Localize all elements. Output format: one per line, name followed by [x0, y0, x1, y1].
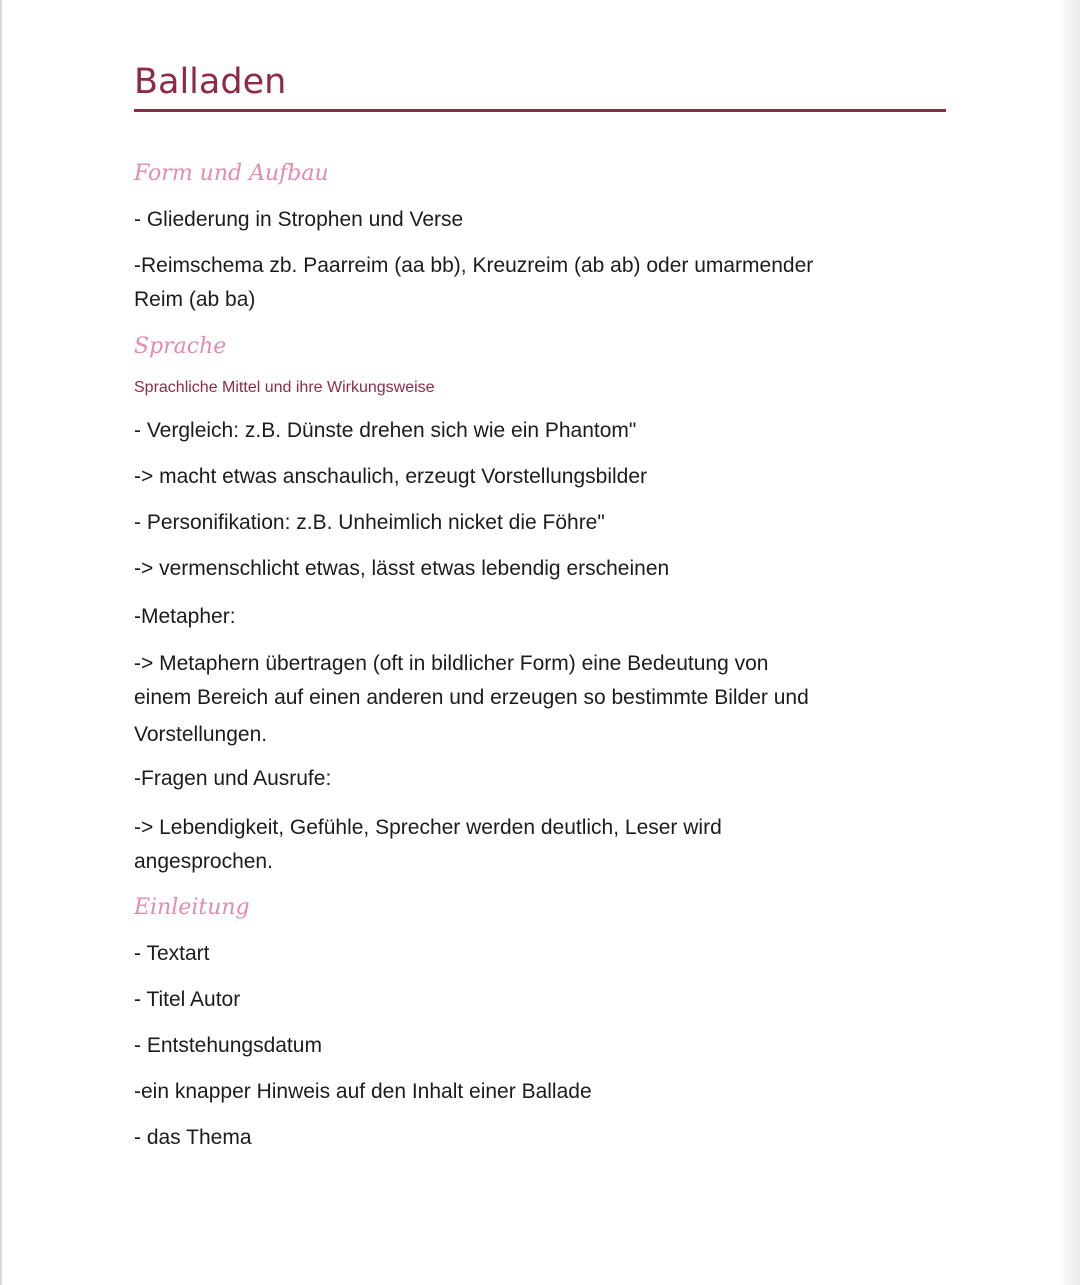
- title-underline: [134, 109, 946, 112]
- subheading-sprachliche-mittel: Sprachliche Mittel und ihre Wirkungsweise: [134, 379, 435, 396]
- list-item: -> Lebendigkeit, Gefühle, Sprecher werden deutlich, Leser wird: [134, 816, 722, 839]
- list-item: -Reimschema zb. Paarreim (aa bb), Kreuzreim (ab ab) oder umarmender: [134, 254, 814, 277]
- list-item: -> macht etwas anschaulich, erzeugt Vorstellungsbilder: [134, 465, 648, 488]
- list-item: - das Thema: [134, 1126, 252, 1149]
- list-item: - Entstehungsdatum: [134, 1034, 322, 1057]
- list-item: angesprochen.: [134, 850, 273, 873]
- section-heading-sprache: Sprache: [134, 334, 227, 359]
- list-item: - Personifikation: z.B. Unheimlich nicket die Föhre": [134, 511, 605, 534]
- list-item: -> vermenschlicht etwas, lässt etwas lebendig erscheinen: [134, 557, 670, 580]
- list-item: Vorstellungen.: [134, 723, 268, 746]
- section-heading-einleitung: Einleitung: [134, 895, 250, 920]
- page-edge-left: [0, 0, 2, 1285]
- document-page: [134, 58, 946, 1149]
- list-item: - Textart: [134, 942, 210, 965]
- list-item: - Vergleich: z.B. Dünste drehen sich wie ein Phantom": [134, 419, 637, 442]
- page-title: Balladen: [134, 62, 287, 102]
- list-item: -Metapher:: [134, 605, 236, 628]
- page-edge-right: [1058, 0, 1080, 1285]
- list-item: -Fragen und Ausrufe:: [134, 767, 332, 790]
- list-item: einem Bereich auf einen anderen und erzeugen so bestimmte Bilder und: [134, 686, 809, 709]
- list-item: - Titel Autor: [134, 988, 241, 1011]
- list-item: -> Metaphern übertragen (oft in bildlicher Form) eine Bedeutung von: [134, 652, 769, 675]
- list-item: - Gliederung in Strophen und Verse: [134, 208, 464, 231]
- section-heading-form: Form und Aufbau: [134, 161, 329, 186]
- list-item: Reim (ab ba): [134, 288, 256, 311]
- list-item: -ein knapper Hinweis auf den Inhalt einer Ballade: [134, 1080, 592, 1103]
